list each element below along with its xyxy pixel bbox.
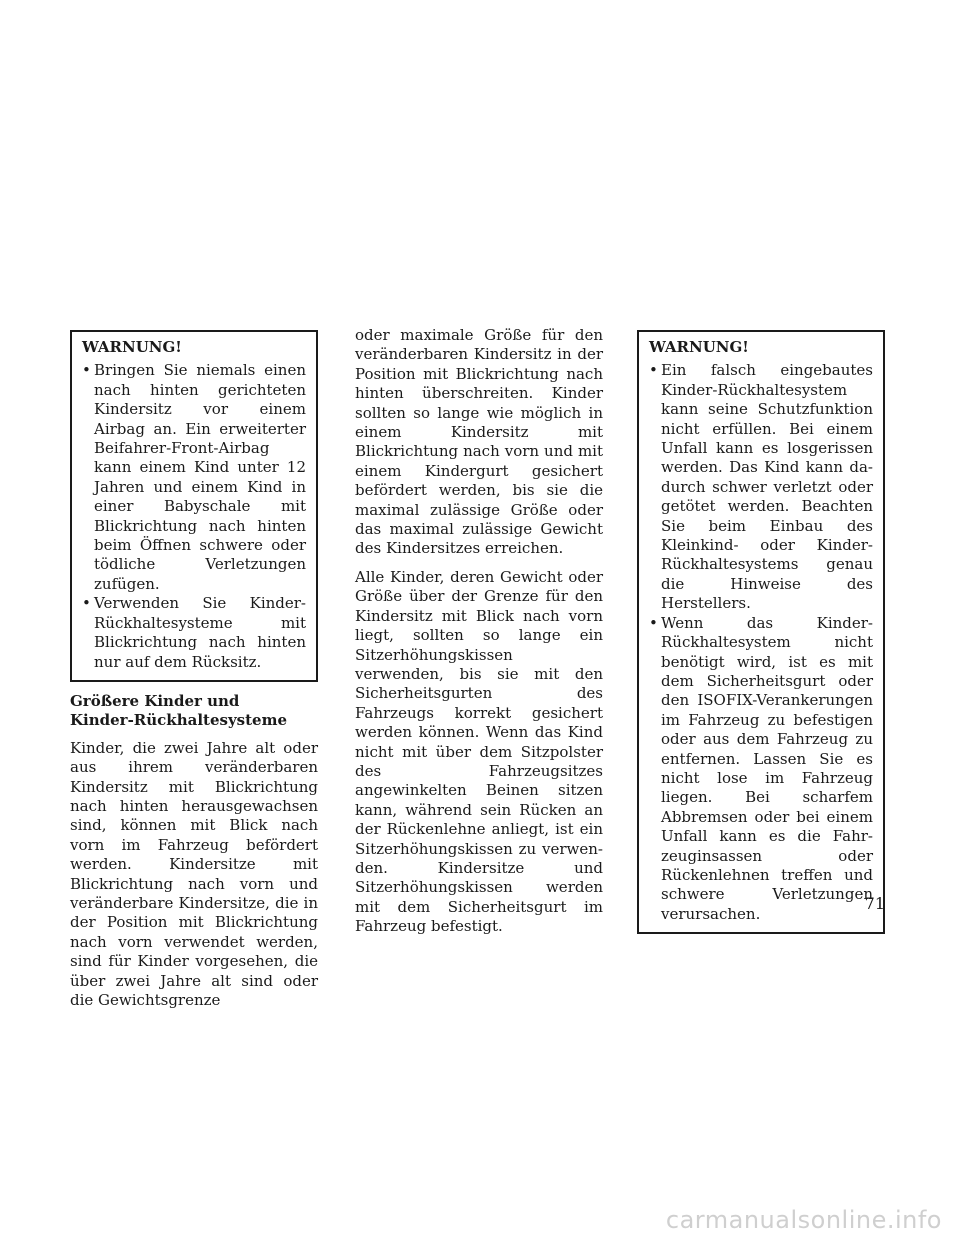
column-middle — [355, 326, 603, 946]
warning-list — [649, 361, 873, 924]
warning-item: • Ein falsch eingebautes Kinder-Rückhaltesystem kann seine Schutzfunktion nicht erfüllen. Bei einem Unfall kann es losgerissen werden. Das Kind kann dadurch schwer verletzt oder getötet werden. Beachten Sie beim Einbau des Kleinkind- oder Kinder-Rückhaltesystems genau die Hinweise des Herstellers. — [649, 361, 873, 613]
warning-box-2 — [637, 330, 885, 934]
watermark: carmanualsonline.info — [665, 1206, 942, 1234]
body-paragraph: Kinder, die zwei Jahre alt oder aus ihrem veränderbaren Kindersitz mit Blickrichtung nach hinten herausgewachsen sind, können mit Blick nach vorn im Fahrzeug befördert werden. Kindersitze mit Blickrichtung nach vorn und veränderbare Kindersitze, die in der Position mit Blickrichtung nach vorn verwendet werden, sind für Kinder vorgesehen, die über zwei Jahre alt sind oder die Gewichtsgrenze — [70, 738, 318, 1009]
section-heading-line: Kinder-Rückhaltesysteme — [70, 711, 287, 730]
warning-list — [82, 361, 306, 672]
column-right — [637, 330, 885, 934]
page-number: 71 — [864, 894, 885, 913]
warning-title: WARNUNG! — [82, 338, 182, 356]
warning-item: • Bringen Sie niemals einen nach hinten gerichteten Kindersitz vor einem Airbag an. Ein erweiterter Beifahrer-Front-Airbag kann einem Kind unter 12 Jahren und einem Kind in einer Babyschale mit Blickrichtung nach hinten beim Öffnen schwere oder tödliche Verletzungen zufügen. — [82, 361, 306, 594]
warning-title: WARNUNG! — [649, 338, 749, 356]
section-heading — [70, 692, 318, 731]
body-paragraph: oder maximale Größe für den veränderbaren Kindersitz in der Position mit Blickrichtung nach hinten überschreiten. Kinder sollten so lange wie möglich in einem Kindersitz mit Blickrichtung nach vorn und mit einem Kindergurt gesichert befördert werden, bis sie die maximal zulässige Größe oder das maximal zulässige Gewicht des Kindersitzes erreichen. — [355, 326, 603, 558]
column-left — [70, 330, 318, 1019]
warning-box-1 — [70, 330, 318, 682]
warning-item: • Verwenden Sie Kinder-Rückhaltesysteme mit Blickrichtung nach hinten nur auf dem Rücksitz. — [82, 594, 306, 672]
section-heading-line: Größere Kinder und — [70, 691, 240, 710]
body-paragraph: Alle Kinder, deren Gewicht oder Größe über der Grenze für den Kindersitz mit Blick nach vorn liegt, sollten so lange ein Sitzerhöhungskissen verwenden, bis sie mit den Sicherheitsgurten des Fahrzeugs korrekt gesichert werden können. Wenn das Kind nicht mit über dem Sitzpolster des Fahrzeugsitzes angewinkelten Beinen sitzen kann, während sein Rücken an der Rückenlehne anliegt, ist ein Sitzerhöhungskissen zu verwenden. Kindersitze und Sitzerhöhungskissen werden mit dem Sicherheitsgurt im Fahrzeug befestigt. — [355, 567, 603, 936]
warning-item: • Wenn das Kinder-Rückhaltesystem nicht benötigt wird, ist es mit dem Sicherheitsgurt oder den ISOFIX-Verankerungen im Fahrzeug zu befestigen oder aus dem Fahrzeug zu entfernen. Lassen Sie es nicht lose im Fahrzeug liegen. Bei scharfem Abbremsen oder bei einem Unfall kann es die Fahrzeuginsassen oder Rückenlehnen treffen und schwere Verletzungen verursachen. — [649, 614, 873, 925]
